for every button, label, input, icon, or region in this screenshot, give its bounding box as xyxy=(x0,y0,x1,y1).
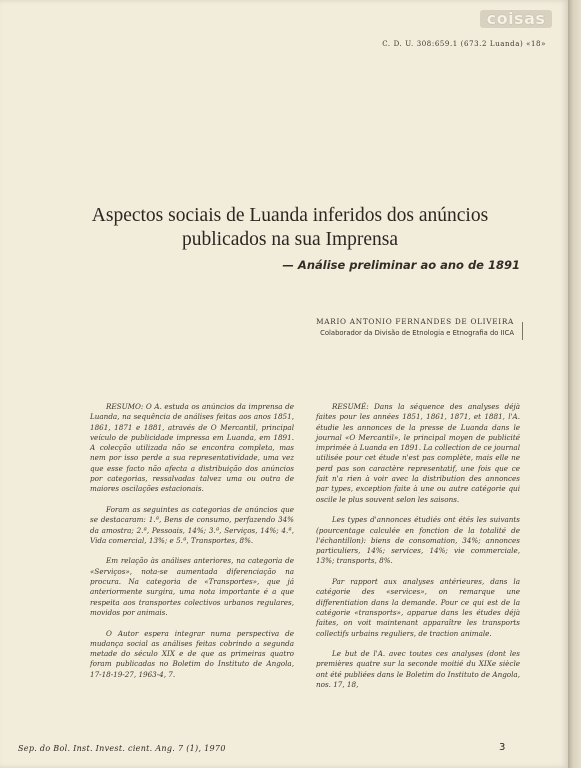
page-edge xyxy=(568,0,581,768)
article-subtitle: — Análise preliminar ao ano de 1891 xyxy=(282,258,520,272)
abstract-portuguese xyxy=(90,402,294,690)
resume-paragraph-4: Le but de l'A. avec toutes ces analyses (dont les premières quatre sur la seconde moitié du XIXe siècle ont été publiées dans le Boletim do Instituto de Angola, nos. 17, 18, xyxy=(316,649,520,690)
margin-mark xyxy=(522,322,523,340)
article-title xyxy=(40,204,540,252)
resumo-paragraph-1: RESUMO: O A. estuda os anúncios da imprensa de Luanda, na sequência de análises feitas aos anos 1851, 1861, 1871 e 1881, através de O Mercantil, principal veículo de publicidade impressa em Luanda, em 1891. A colecção utilizada não se encontra completa, mas nem por isso perde a sua representatividade, uma vez que esse facto não afecta a distribuição dos anúncios por categorias, ressalvadas talvez uma ou outra de maiores oscilações estacionais. xyxy=(90,402,294,494)
page-number: 3 xyxy=(499,742,506,753)
resume-paragraph-3: Par rapport aux analyses antérieures, dans la catégorie des «services», on remarque une differentiation dans la demande. Pour ce qui est de la catégorie «transports», apparue dans les études déjà faites, on voit maintenant apparaître les transports collectifs urbains reguliers, de traction animale. xyxy=(316,577,520,638)
title-line-1: Aspectos sociais de Luanda inferidos dos anúncios xyxy=(91,205,489,226)
resumo-paragraph-3: Em relação às análises anteriores, na categoria de «Serviços», nota-se aumentada diferenciação na procura. Na categoria de «Transportes», que já anteriormente surgira, uma nota importante é a que respeita aos transportes colectivos urbanos regulares, movidos por animais. xyxy=(90,556,294,617)
author-affiliation: Colaborador da Divisão de Etnologia e Etnografia do IICA xyxy=(320,329,514,337)
resumo-paragraph-2: Foram as seguintes as categorias de anúncios que se destacaram: 1.ª, Bens de consumo, perfazendo 34% da amostra; 2.ª, Pessoais, 14%; 3.ª, Serviços, 14%; 4.ª, Vida comercial, 13%; e 5.ª, Transportes, 8%. xyxy=(90,504,294,545)
title-line-2: publicados na sua Imprensa xyxy=(181,229,399,250)
resume-paragraph-1: RESUMÉ: Dans la séquence des analyses déjà faites pour les années 1851, 1861, 1871, et 1881, l'A. étudie les annonces de la presse de Luanda dans le journal «O Mercantil», le principal moyen de publicité imprimée à Luanda en 1891. La collection de ce journal utilisée pour cet étude n'est pas complète, mais elle ne perd pas son caractère representatif, une fois que ce fait n'a rien à voir avec la distribution des annonces par types, exception faite à une ou autre catégorie qui oscile le plus souvent selon les saisons. xyxy=(316,402,520,504)
author-name: MARIO ANTONIO FERNANDES DE OLIVEIRA xyxy=(316,317,514,326)
footer-citation: Sep. do Bol. Inst. Invest. cient. Ang. 7 (1), 1970 xyxy=(18,744,226,753)
abstract-french xyxy=(316,402,520,701)
cdu-classification: C. D. U. 308:659.1 (673.2 Luanda) «18» xyxy=(382,40,546,48)
resumo-paragraph-4: O Autor espera integrar numa perspectiva de mudança social as análises feitas cobrindo a segunda metade do século XIX e de que as primeiras quatro foram publicadas no Boletim do Instituto de Angola, 17-18-19-27, 1963-4, 7. xyxy=(90,628,294,679)
brand-logo: coisas xyxy=(486,9,546,28)
resume-paragraph-2: Les types d'annonces étudiés ont étés les suivants (pourcentage calculée en fonction de la totalité de l'échantillon): biens de consomation, 34%; annonces particuliers, 14%; services, 14%; vie commerciale, 13%; transports, 8%. xyxy=(316,515,520,566)
